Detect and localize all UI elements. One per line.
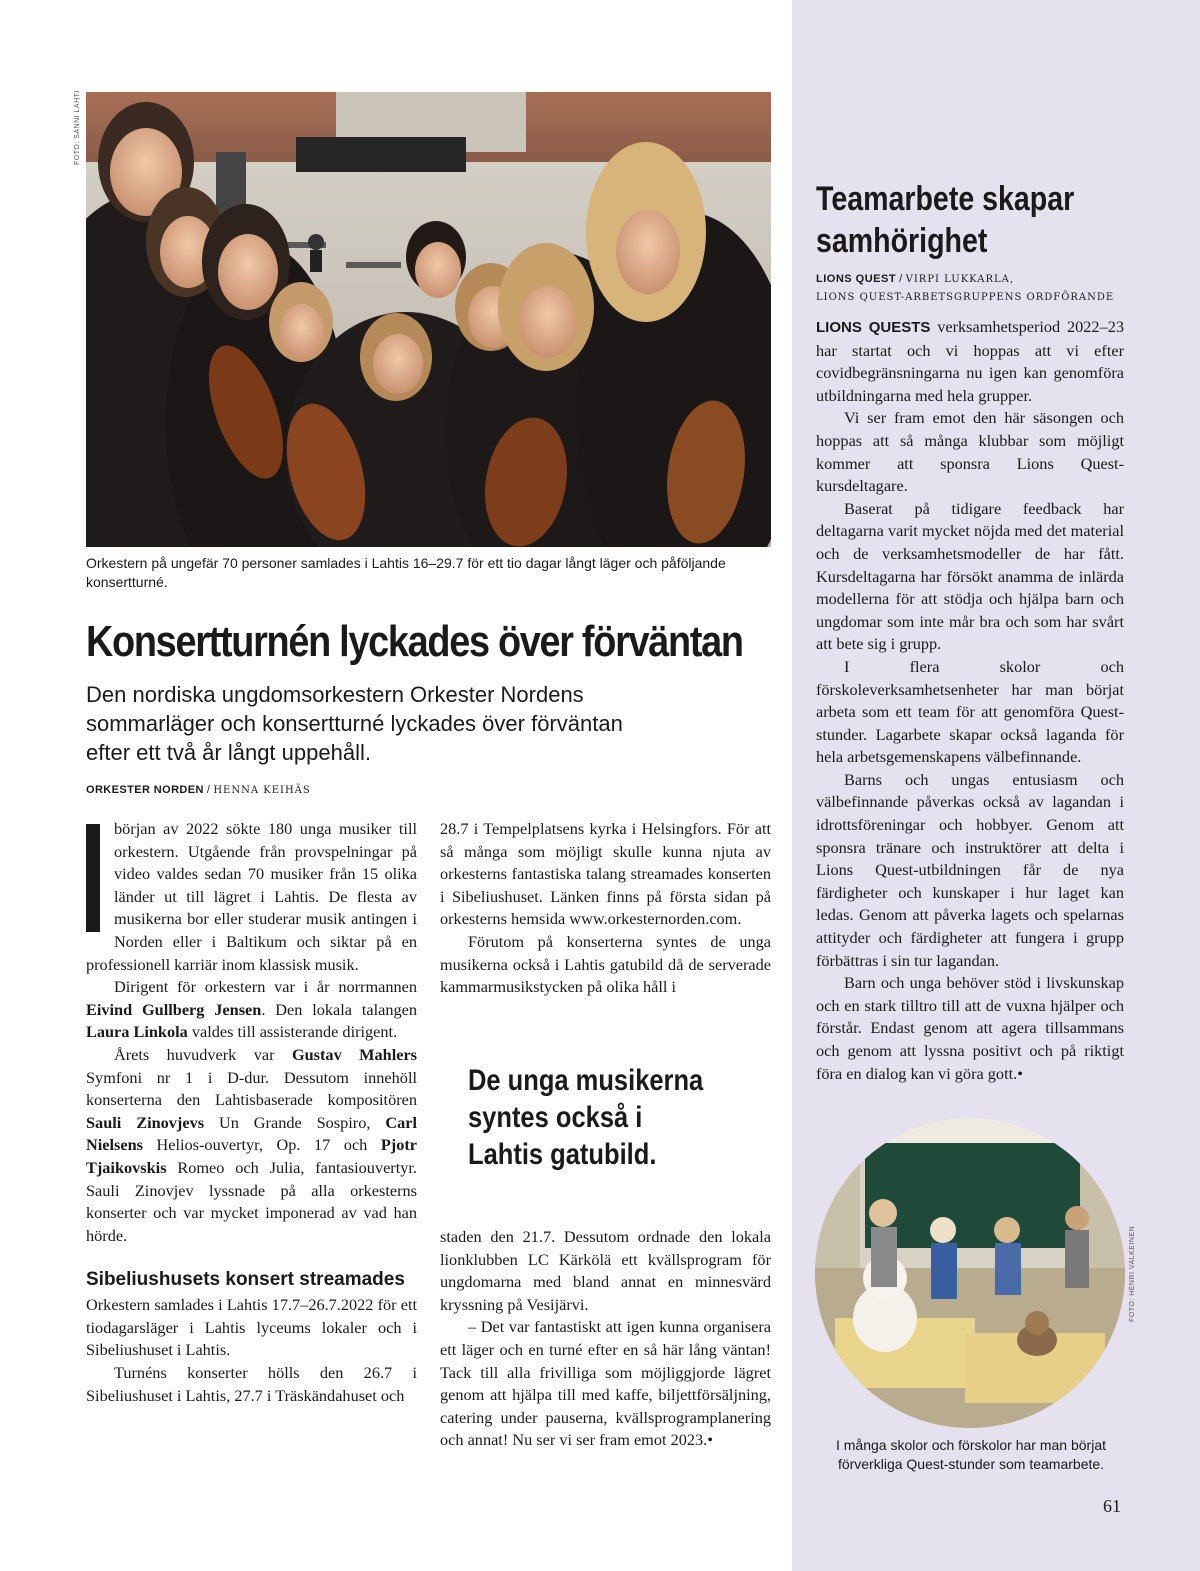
sidebar-byline-author: VIRPI LUKKARLA, [905,274,1015,285]
end-mark: • [1017,1063,1023,1083]
article-paragraph: Orkestern samlades i Lahtis 17.7–26.7.2022 för ett tiodagarsläger i Lahtis lyceums lokaler och i Sibeliushuset i Lahtis. [86,1295,417,1360]
sidebar-paragraph: Baserat på tidigare feedback har deltagarna varit mycket nöjda med det material och de verksamhetsmodeller de har fått. Kursdeltagarna har försökt anamma de inlärda modellerna för att stödja och hjälpa barn och ungdomar som inte mår bra och som har svårt att bete sig i grupp. [816,498,1124,654]
name-highlight: Carl Nielsens [86,1112,418,1155]
drop-cap [86,824,100,932]
sidebar-paragraph: I flera skolor och förskoleverksamhetsenheter har man börjat arbeta som ett team för att genomföra Quest-stunder. Lagarbete skapar också laganda för hela arbetsgemenskapens välbefinnande. [816,656,1124,767]
article-paragraph: början av 2022 sökte 180 unga musiker till orkestern. Utgående från provspelningar på video valdes sedan 70 musiker från 15 olika länder ut till lägret i Lahtis. De flesta av musikerna bor eller studerar musik antingen i Norden eller i Baltikum och siktar på en professionell karriär inom klassisk musik. [86,819,417,974]
sidebar-photo-credit: FOTO: HENRI VALKEINEN [1129,1225,1136,1322]
sidebar-byline-separator: / [899,273,903,285]
article-paragraph: 28.7 i Tempelplatsens kyrka i Helsingfors. För att så många som möjligt skulle kunna njuta av orkesterns fantastiska talang streamades konserten i Sibeliushuset. Länken finns på första sidan på orkesterns hemsida www.orkesternorden.com. [440,819,771,929]
sidebar-photo-caption: I många skolor och förskolor har man börjat förverkliga Quest-stunder som teamarbete. [835,1437,1106,1472]
sidebar-byline-role: LIONS QUEST-ARBETSGRUPPENS ORDFÖRANDE [816,292,1115,303]
article-paragraph: Förutom på konserterna syntes de unga musikerna också i Lahtis gatubild då de serverade kammarmusikstycken på olika håll i [440,931,771,997]
article-paragraph: Dirigent för orkestern var i år norrmannen Eivind Gullberg Jensen. Den lokala talangen Laura Linkola valdes till assisterande dirigent. [86,977,417,1042]
pull-quote: De unga musikerna syntes också i Lahtis gatubild. [468,1064,704,1171]
page-number: 61 [1103,1496,1121,1516]
main-photo-caption: Orkestern på ungefär 70 personer samlades i Lahtis 16–29.7 för ett tio dagar långt läger och påföljande konsertturné. [86,555,726,590]
byline-section: ORKESTER NORDEN [86,784,204,796]
sidebar-lead-in: LIONS QUESTS [816,319,931,336]
name-highlight: Pjotr Tjaikovskis [86,1135,417,1177]
sidebar-paragraph: Barns och ungas entusiasm och välbefinnande påverkas också av lagandan i idrottsföreningar och hobbyer. Genom att sponsra tränare och instruktörer att delta i Lions Quest-utbildningen får de nya färdigheter och kunskaper i hur laget kan ledas. Genom att påverka lagets och spelarnas attityder och färdigheter att fungera i grupp förbättras i sin tur lagandan. [816,769,1124,970]
article-subheading: Sibeliushusets konsert streamades [86,1269,405,1291]
sidebar-title: Teamarbete skapar samhörighet [816,180,1075,260]
article-paragraph: – Det var fantastiskt att igen kunna organisera ett läger och en turné efter en så här lång väntan! Tack till alla frivilliga som möjliggjorde lägret genom att hjälpa till med kaffe, biljettförsäljning, catering under pauserna, kvällsprogramplanering och annat! Nu ser vi ser fram emot 2023.• [440,1317,771,1450]
name-highlight: Gustav Mahlers [291,1044,418,1064]
article-lead: Den nordiska ungdomsorkestern Orkester Nordens sommarläger och konsertturné lyckades över förväntan efter ett två år långt uppehåll. [86,682,623,765]
main-photo-credit: FOTO: SANNI LAHTI [74,90,81,165]
sidebar-paragraph: LIONS QUESTS verksamhetsperiod 2022–23 har startat och vi hoppas att vi efter covidbegränsningarna nu igen kan genomföra utbildningarna med hela grupper. [816,317,1124,405]
classroom-photo [815,1118,1125,1428]
article-paragraph: Årets huvudverk var Gustav Mahlers Symfoni nr 1 i D-dur. Dessutom innehöll konserterna den Lahtisbaserade kompositören Sauli Zinovjevs Un Grande Sospiro, Carl Nielsens Helios-ouvertyr, Op. 17 och Pjotr Tjaikovskis Romeo och Julia, fantasiouvertyr. Sauli Zinovjev lyssnade på alla orkesterns konserter och var mycket imponerad av vad han hörde. [86,1044,418,1245]
orchestra-photo [86,92,771,547]
article-headline: Konsertturnén lyckades över förväntan [86,617,743,666]
article-column-1 [86,818,417,1407]
article-paragraph: staden den 21.7. Dessutom ordnade den lokala lionklubben LC Kärkölä ett kvällsprogram för ungdomarna med bland annat en minnesvärd kryssning på Vesijärvi. [440,1227,771,1314]
article-paragraph: Turnéns konserter hölls den 26.7 i Sibeliushuset i Lahtis, 27.7 i Träskändahuset och [86,1363,417,1405]
sidebar-paragraph: Vi ser fram emot den här säsongen och hoppas att så många klubbar som möjligt kommer att sponsra Lions Quest-kursdeltagare. [816,408,1124,496]
byline-author: HENNA KEIHÄS [213,785,311,796]
byline-separator: / [206,784,211,796]
end-mark: • [707,1430,713,1450]
name-highlight: Sauli Zinovjevs [86,1112,205,1132]
name-highlight: Eivind Gullberg Jensen [86,999,262,1019]
sidebar-body [816,316,1124,1085]
article-byline [86,784,311,796]
sidebar-paragraph: Barn och unga behöver stöd i livskunskap och en stark tilltro till att de vuxna hjälper och förstår. Endast genom att agera tillsammans och genom att lyssna positivt och på riktigt föra en dialog kan vi göra gott.• [816,973,1124,1083]
sidebar-byline [816,270,1136,307]
article-column-2-bottom [440,1226,771,1452]
article-column-2-top [440,818,771,999]
name-highlight: Laura Linkola [86,1022,188,1042]
sidebar-byline-section: LIONS QUEST [816,273,897,285]
